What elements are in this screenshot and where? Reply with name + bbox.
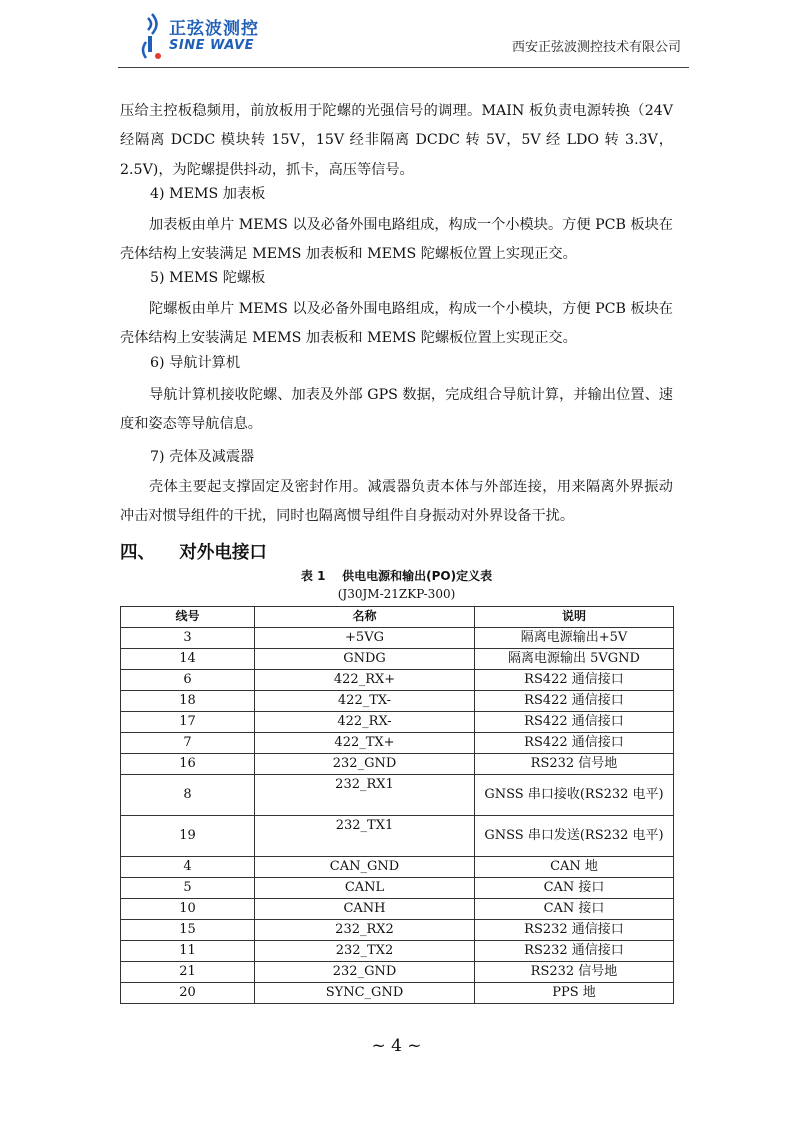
header-pin-number: 线号 (121, 607, 255, 628)
table-row (121, 919, 674, 940)
description: GNSS 串口接收(RS232 电平) (475, 774, 674, 815)
signal-name: 232_GND (255, 753, 475, 774)
signal-name: 232_TX1 (255, 815, 475, 856)
pin-number: 16 (121, 753, 255, 774)
pin-number: 20 (121, 982, 255, 1003)
signal-name: 232_TX2 (255, 940, 475, 961)
signal-name: CANL (255, 877, 475, 898)
description: 隔离电源输出+5V (475, 627, 674, 648)
table-row (121, 627, 674, 648)
table-row (121, 669, 674, 690)
paragraph-housing: 壳体主要起支撑固定及密封作用。减震器负责本体与外部连接，用来隔离外界振动冲击对惯导组件的干扰，同时也隔离惯导组件自身振动对外界设备干扰。 (120, 479, 673, 525)
description: CAN 接口 (475, 898, 674, 919)
signal-name: SYNC_GND (255, 982, 475, 1003)
pin-number: 7 (121, 732, 255, 753)
signal-name: 422_TX- (255, 690, 475, 711)
table-row (121, 732, 674, 753)
description: RS422 通信接口 (475, 669, 674, 690)
table-row (121, 753, 674, 774)
signal-wave-icon (140, 12, 168, 64)
signal-name: GNDG (255, 648, 475, 669)
description: RS232 信号地 (475, 961, 674, 982)
table-row (121, 898, 674, 919)
signal-name: 232_RX2 (255, 919, 475, 940)
pin-number: 21 (121, 961, 255, 982)
table-row (121, 961, 674, 982)
pin-definition-table (120, 606, 674, 1004)
description: RS232 通信接口 (475, 940, 674, 961)
signal-name: 422_RX+ (255, 669, 475, 690)
logo-english-text: SINE WAVE (169, 38, 254, 53)
signal-name: CANH (255, 898, 475, 919)
table-row (121, 815, 674, 856)
description: CAN 地 (475, 856, 674, 877)
signal-name: CAN_GND (255, 856, 475, 877)
pin-number: 5 (121, 877, 255, 898)
pin-number: 4 (121, 856, 255, 877)
pin-number: 19 (121, 815, 255, 856)
description: RS422 通信接口 (475, 732, 674, 753)
pin-number: 17 (121, 711, 255, 732)
header-description: 说明 (475, 607, 674, 628)
table-caption: 表 1 供电电源和输出(PO)定义表 (300, 569, 493, 583)
header-divider (118, 67, 689, 68)
paragraph-mems-gyro: 陀螺板由单片 MEMS 以及必备外围电路组成，构成一个小模块，方便 PCB 板块在壳体结构上安装满足 MEMS 加表板和 MEMS 陀螺板位置上实现正交。 (120, 301, 673, 347)
pin-number: 10 (121, 898, 255, 919)
paragraph-main-board: 压给主控板稳频用，前放板用于陀螺的光强信号的调理。MAIN 板负责电源转换（24V 经隔离 DCDC 模块转 15V，15V 经非隔离 DCDC 转 5V，5V 经 LDO 转 3.3V，2.5V)，为陀螺提供抖动，抓卡，高压等信号。 (120, 103, 673, 178)
table-row (121, 648, 674, 669)
table-row (121, 711, 674, 732)
paragraph-mems-accel: 加表板由单片 MEMS 以及必备外围电路组成，构成一个小模块。方便 PCB 板块在壳体结构上安装满足 MEMS 加表板和 MEMS 陀螺板位置上实现正交。 (120, 217, 673, 263)
page-number: ~ 4 ~ (371, 1036, 422, 1056)
description: RS232 通信接口 (475, 919, 674, 940)
table-row (121, 982, 674, 1003)
description: CAN 接口 (475, 877, 674, 898)
table-row (121, 690, 674, 711)
list-item-mems-gyro: 5) MEMS 陀螺板 (150, 270, 266, 286)
list-item-mems-accel: 4) MEMS 加表板 (150, 186, 266, 202)
table-row (121, 774, 674, 815)
signal-name: 422_TX+ (255, 732, 475, 753)
description: RS422 通信接口 (475, 690, 674, 711)
pin-number: 3 (121, 627, 255, 648)
table-row (121, 877, 674, 898)
list-item-nav-computer: 6) 导航计算机 (150, 355, 241, 371)
table-row (121, 856, 674, 877)
table-header-row (121, 607, 674, 628)
description: PPS 地 (475, 982, 674, 1003)
pin-number: 14 (121, 648, 255, 669)
pin-number: 15 (121, 919, 255, 940)
table-row (121, 940, 674, 961)
pin-number: 11 (121, 940, 255, 961)
pin-number: 18 (121, 690, 255, 711)
paragraph-nav-computer: 导航计算机接收陀螺、加表及外部 GPS 数据，完成组合导航计算，并输出位置、速度和姿态等导航信息。 (120, 387, 673, 433)
logo-chinese-text: 正弦波测控 (169, 19, 259, 39)
signal-name: 422_RX- (255, 711, 475, 732)
company-name: 西安正弦波测控技术有限公司 (511, 40, 681, 55)
description: RS232 信号地 (475, 753, 674, 774)
pin-number: 6 (121, 669, 255, 690)
signal-name: +5VG (255, 627, 475, 648)
header-signal-name: 名称 (255, 607, 475, 628)
table-subcaption: (J30JM-21ZKP-300) (337, 587, 456, 601)
company-logo (140, 10, 280, 62)
description: 隔离电源输出 5VGND (475, 648, 674, 669)
description: GNSS 串口发送(RS232 电平) (475, 815, 674, 856)
signal-name: 232_RX1 (255, 774, 475, 815)
description: RS422 通信接口 (475, 711, 674, 732)
pin-number: 8 (121, 774, 255, 815)
section-heading: 四、 对外电接口 (120, 543, 267, 563)
signal-name: 232_GND (255, 961, 475, 982)
list-item-housing: 7) 壳体及减震器 (150, 449, 255, 465)
